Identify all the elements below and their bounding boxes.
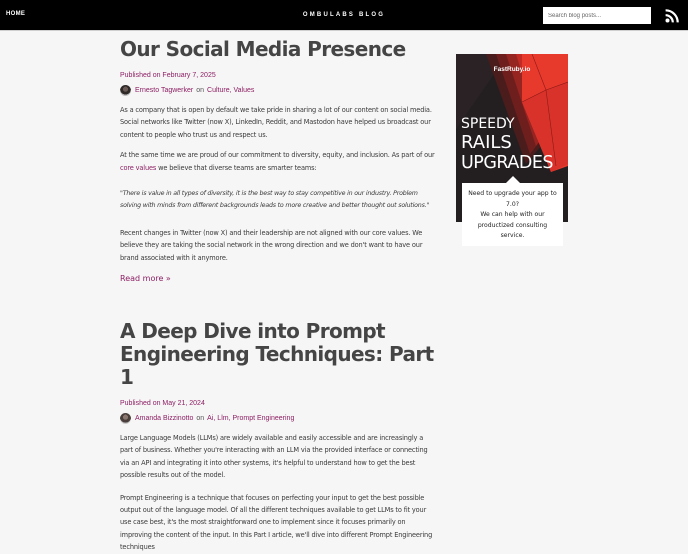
paragraph: Large Language Models (LLMs) are widely available and easily accessible and are increasingly a part of business. Whether you're interacting with an LLM via the provided interface or connecting via an API and integrating it into other systems, it's helpful to understand how to get the best possible results out of the model. (120, 434, 428, 480)
paragraph: Recent changes in Twitter (now X) and their leadership are not aligned with our core values. We believe they are taking the social network in the wrong direction and we don't want to have our brand associated with it anymore. (120, 228, 423, 262)
ad-headline-line: UPGRADES (461, 153, 553, 173)
paragraph-text: we believe that diverse teams are smarter teams: (158, 163, 317, 172)
paragraph-text: At the same time we are proud of our commitment to diversity, equity, and inclusion. As part of our (120, 151, 435, 160)
category-link[interactable]: Ai (207, 414, 214, 422)
author-link[interactable]: Amanda Bizzinotto (135, 414, 194, 422)
read-more-link[interactable]: Read more » (120, 274, 171, 284)
author-row (120, 412, 435, 424)
rss-icon[interactable] (665, 9, 679, 23)
home-link[interactable]: HOME (6, 11, 26, 17)
publish-date: Published on May 21, 2024 (120, 400, 205, 407)
paragraph (120, 149, 435, 174)
core-values-link[interactable]: core values (120, 163, 157, 172)
post-card (120, 320, 435, 554)
ad-card-text: Need to upgrade your app to 7.0? (468, 190, 557, 208)
author-avatar (120, 413, 131, 424)
ad-headline-line: SPEEDY (461, 116, 515, 132)
paragraph: As a company that is open by default we take pride in sharing a lot of our content on social media. Social networks like Twitter (now X), LinkedIn, Reddit, and Mastodon have helped us broadcast our content to people who trust us and respect us. (120, 106, 432, 139)
publish-date: Published on February 7, 2025 (120, 72, 216, 79)
ad-headline-line: RAILS (461, 132, 512, 153)
author-row (120, 84, 435, 96)
author-link[interactable]: Ernesto Tagwerker (135, 86, 194, 94)
post-excerpt (120, 432, 435, 554)
ad-brand: FastRuby.io (493, 66, 531, 73)
category-link[interactable]: Prompt Engineering (232, 414, 295, 422)
category-link[interactable]: Llm (217, 414, 229, 422)
site-title[interactable]: OMBULABS BLOG (302, 12, 386, 18)
post-title-link[interactable]: Our Social Media Presence (120, 37, 406, 61)
post-card (120, 38, 435, 286)
on-label: on (196, 86, 205, 94)
category-separator: , (213, 414, 218, 422)
ad-card-text: We can help with our productized consulting service. (477, 211, 548, 240)
ad-headline (461, 116, 553, 173)
category-separator: , (228, 414, 233, 422)
on-label: on (196, 414, 205, 422)
category-separator: , (229, 86, 234, 94)
category-link[interactable]: Values (233, 86, 255, 94)
post-excerpt (120, 104, 435, 264)
post-title-link[interactable]: A Deep Dive into Prompt Engineering Techniques: Part 1 (120, 319, 434, 389)
search-input[interactable] (543, 7, 651, 24)
top-nav-bar (0, 0, 688, 31)
ad-cta-card[interactable] (462, 183, 563, 246)
paragraph: Prompt Engineering is a technique that focuses on perfecting your input to get the best possible output out of the language model. Of all the different techniques available to get LLMs to fit your use case best, it's the most straightforward one to implement since it focuses primarily on improving the content of the input. In this Part I article, we'll dive into different Prompt Engineering techniques (120, 493, 433, 552)
blockquote: "There is value in all types of diversity, it is the best way to stay competitive in our industry. Problem solving with minds from different backgrounds leads to more creative and better thought out solutions." (120, 190, 430, 210)
category-link[interactable]: Culture (207, 86, 230, 94)
author-avatar (120, 85, 131, 96)
